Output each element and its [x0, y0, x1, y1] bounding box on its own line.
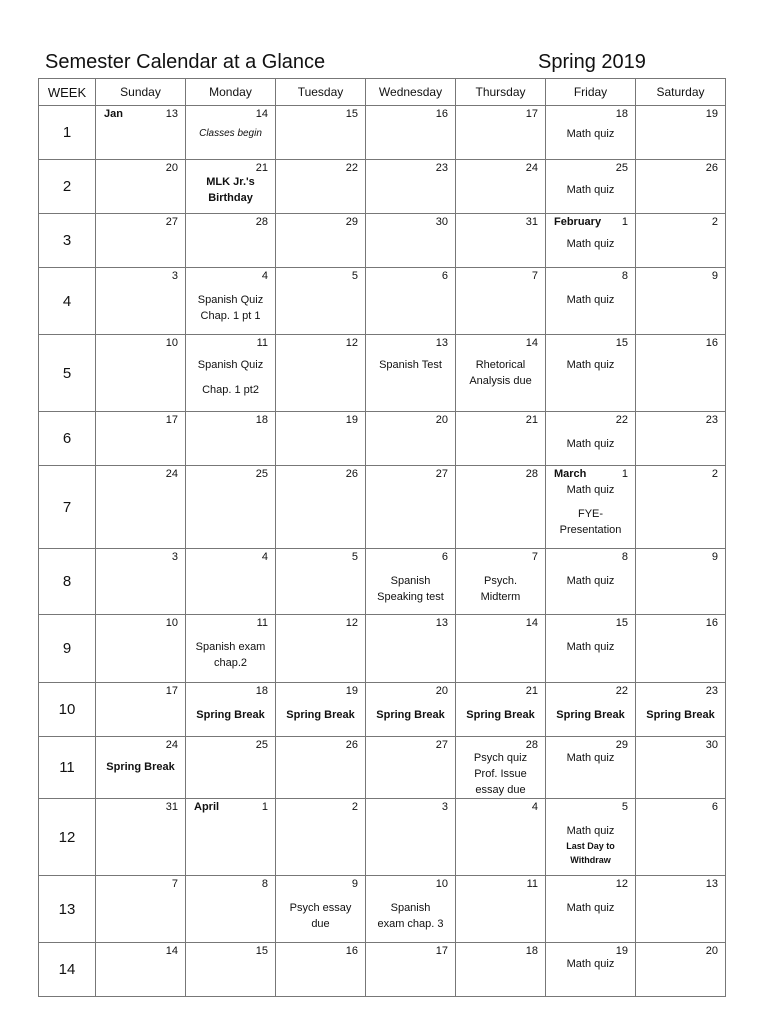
column-header-monday: Monday: [186, 79, 276, 106]
week-number: 6: [39, 412, 96, 466]
day-number: 23: [705, 414, 718, 426]
day-number: 9: [351, 878, 358, 890]
day-number: 17: [165, 685, 178, 697]
day-cell-thursday: [456, 335, 546, 412]
event-text: Spanish Quiz: [197, 359, 264, 371]
column-header-sunday: Sunday: [96, 79, 186, 106]
day-cell-wednesday: [366, 943, 456, 997]
day-number: 13: [705, 878, 718, 890]
day-number: 28: [525, 739, 538, 751]
event-text: Psych. Midterm: [480, 575, 521, 603]
day-cell-thursday: [456, 615, 546, 683]
day-cell-monday: [186, 214, 276, 268]
week-number: 5: [39, 335, 96, 412]
week-number: 2: [39, 160, 96, 214]
day-cell-tuesday: [276, 943, 366, 997]
day-number: 15: [345, 108, 358, 120]
week-number: 4: [39, 268, 96, 335]
day-cell-wednesday: [366, 737, 456, 799]
day-number: 19: [345, 685, 358, 697]
day-cell-friday: [546, 412, 636, 466]
week-row: [39, 683, 726, 737]
day-cell-monday: [186, 268, 276, 335]
day-number: 13: [165, 108, 178, 120]
week-row: [39, 335, 726, 412]
day-cell-thursday: [456, 412, 546, 466]
week-row: [39, 412, 726, 466]
week-row: [39, 737, 726, 799]
month-label: April: [194, 801, 220, 813]
semester-calendar-table: [38, 78, 726, 997]
week-number: 1: [39, 106, 96, 160]
day-number: 19: [705, 108, 718, 120]
day-cell-sunday: [96, 549, 186, 615]
day-number: 11: [256, 337, 268, 349]
day-number: 23: [705, 685, 718, 697]
day-number: 3: [171, 270, 178, 282]
day-number: 8: [621, 270, 628, 282]
day-number: 2: [351, 801, 358, 813]
day-cell-tuesday: [276, 683, 366, 737]
day-cell-wednesday: [366, 876, 456, 943]
week-number: 11: [39, 737, 96, 799]
day-number: 12: [345, 337, 358, 349]
week-number: 12: [39, 799, 96, 876]
day-number: 14: [165, 945, 178, 957]
week-row: [39, 549, 726, 615]
day-number: 27: [435, 739, 448, 751]
event-text: Math quiz: [566, 902, 615, 914]
day-cell-tuesday: [276, 335, 366, 412]
event-text: Spring Break: [556, 709, 625, 721]
day-cell-sunday: [96, 737, 186, 799]
day-cell-monday: [186, 683, 276, 737]
day-cell-friday: [546, 683, 636, 737]
day-cell-friday: [546, 106, 636, 160]
day-number: 22: [345, 162, 358, 174]
event-text: Spring Break: [196, 709, 265, 721]
day-cell-tuesday: [276, 615, 366, 683]
day-number: 20: [435, 685, 448, 697]
event-text: FYE- Presentation: [559, 508, 622, 536]
week-number: 13: [39, 876, 96, 943]
day-cell-wednesday: [366, 412, 456, 466]
day-cell-thursday: [456, 549, 546, 615]
day-number: 5: [351, 270, 358, 282]
day-number: 7: [531, 270, 538, 282]
day-number: 2: [711, 468, 718, 480]
day-number: 16: [345, 945, 358, 957]
day-number: 18: [255, 414, 268, 426]
day-cell-friday: [546, 943, 636, 997]
day-number: 20: [435, 414, 448, 426]
day-number: 16: [435, 108, 448, 120]
day-cell-tuesday: [276, 268, 366, 335]
day-number: 17: [435, 945, 448, 957]
day-number: 1: [621, 468, 628, 480]
day-number: 24: [165, 739, 178, 751]
event-text: Spanish Speaking test: [377, 575, 444, 603]
day-number: 17: [165, 414, 178, 426]
day-number: 12: [345, 617, 358, 629]
day-cell-saturday: [636, 943, 726, 997]
column-header-saturday: Saturday: [636, 79, 726, 106]
event-text: Spring Break: [286, 709, 355, 721]
day-number: 12: [615, 878, 628, 890]
event-text: Spanish Test: [379, 359, 442, 371]
day-cell-monday: [186, 943, 276, 997]
event-text: Last Day to Withdraw: [566, 841, 615, 865]
day-cell-wednesday: [366, 160, 456, 214]
day-number: 21: [525, 685, 538, 697]
day-number: 31: [165, 801, 178, 813]
day-cell-tuesday: [276, 214, 366, 268]
event-text: Psych quiz Prof. Issue essay due: [473, 752, 528, 796]
week-row: [39, 214, 726, 268]
day-number: 22: [615, 685, 628, 697]
event-text: Math quiz: [566, 575, 615, 587]
day-cell-saturday: [636, 214, 726, 268]
day-cell-wednesday: [366, 214, 456, 268]
day-cell-sunday: [96, 876, 186, 943]
day-number: 22: [615, 414, 628, 426]
column-header-week: WEEK: [39, 79, 96, 106]
day-number: 14: [525, 617, 538, 629]
day-number: 4: [261, 551, 268, 563]
day-number: 6: [441, 551, 448, 563]
day-number: 15: [255, 945, 268, 957]
event-text: Math quiz: [566, 238, 615, 250]
day-cell-sunday: [96, 615, 186, 683]
day-cell-tuesday: [276, 160, 366, 214]
day-number: 21: [255, 162, 268, 174]
day-cell-monday: [186, 412, 276, 466]
day-cell-friday: [546, 615, 636, 683]
event-text: Spanish exam chap.2: [195, 641, 266, 669]
day-cell-wednesday: [366, 683, 456, 737]
day-cell-sunday: [96, 412, 186, 466]
event-text: Math quiz: [566, 825, 615, 837]
event-text: Psych essay due: [289, 902, 352, 930]
day-number: 30: [705, 739, 718, 751]
day-number: 24: [165, 468, 178, 480]
day-number: 3: [171, 551, 178, 563]
event-text: Spring Break: [466, 709, 535, 721]
day-cell-saturday: [636, 549, 726, 615]
day-cell-thursday: [456, 683, 546, 737]
day-number: 15: [615, 617, 628, 629]
column-header-wednesday: Wednesday: [366, 79, 456, 106]
day-cell-wednesday: [366, 615, 456, 683]
day-number: 2: [711, 216, 718, 228]
week-number: 9: [39, 615, 96, 683]
day-cell-friday: [546, 160, 636, 214]
day-cell-saturday: [636, 737, 726, 799]
month-label: February: [554, 216, 602, 228]
day-number: 18: [255, 685, 268, 697]
day-number: 10: [435, 878, 448, 890]
day-number: 3: [441, 801, 448, 813]
day-cell-tuesday: [276, 466, 366, 549]
day-cell-friday: [546, 335, 636, 412]
day-cell-monday: [186, 106, 276, 160]
event-text: Chap. 1 pt2: [202, 384, 259, 396]
day-cell-thursday: [456, 106, 546, 160]
day-number: 13: [435, 337, 448, 349]
day-cell-monday: [186, 466, 276, 549]
day-number: 21: [525, 414, 538, 426]
day-cell-tuesday: [276, 876, 366, 943]
event-text: Rhetorical Analysis due: [469, 359, 532, 387]
day-cell-friday: [546, 799, 636, 876]
event-text: MLK Jr.'s Birthday: [206, 176, 255, 204]
day-cell-friday: [546, 876, 636, 943]
day-cell-thursday: [456, 160, 546, 214]
event-text: Math quiz: [566, 484, 615, 496]
day-number: 27: [435, 468, 448, 480]
day-number: 5: [351, 551, 358, 563]
day-cell-saturday: [636, 335, 726, 412]
day-cell-thursday: [456, 737, 546, 799]
day-number: 8: [261, 878, 268, 890]
day-number: 9: [711, 270, 718, 282]
day-number: 14: [255, 108, 268, 120]
week-row: [39, 615, 726, 683]
day-cell-sunday: [96, 799, 186, 876]
day-cell-thursday: [456, 799, 546, 876]
week-number: 3: [39, 214, 96, 268]
day-number: 13: [435, 617, 448, 629]
day-cell-friday: [546, 466, 636, 549]
day-cell-sunday: [96, 214, 186, 268]
day-number: 7: [171, 878, 178, 890]
day-cell-wednesday: [366, 799, 456, 876]
day-cell-sunday: [96, 106, 186, 160]
event-text: Classes begin: [199, 128, 262, 139]
day-cell-sunday: [96, 160, 186, 214]
event-text: Spanish exam chap. 3: [377, 902, 444, 930]
day-cell-sunday: [96, 466, 186, 549]
day-cell-saturday: [636, 160, 726, 214]
day-number: 27: [165, 216, 178, 228]
column-header-thursday: Thursday: [456, 79, 546, 106]
day-cell-saturday: [636, 876, 726, 943]
column-header-friday: Friday: [546, 79, 636, 106]
day-cell-monday: [186, 615, 276, 683]
event-text: Math quiz: [566, 128, 615, 140]
day-number: 7: [531, 551, 538, 563]
day-number: 25: [615, 162, 628, 174]
day-number: 6: [711, 801, 718, 813]
day-number: 29: [615, 739, 628, 751]
day-number: 4: [531, 801, 538, 813]
day-cell-saturday: [636, 106, 726, 160]
day-number: 16: [705, 617, 718, 629]
day-number: 17: [525, 108, 538, 120]
day-number: 1: [261, 801, 268, 813]
header-row: [39, 79, 726, 106]
event-text: Spring Break: [376, 709, 445, 721]
event-text: Math quiz: [566, 641, 615, 653]
day-cell-saturday: [636, 615, 726, 683]
event-text: Math quiz: [566, 184, 615, 196]
column-header-tuesday: Tuesday: [276, 79, 366, 106]
week-number: 14: [39, 943, 96, 997]
day-cell-saturday: [636, 412, 726, 466]
event-text: Spring Break: [646, 709, 715, 721]
day-cell-wednesday: [366, 335, 456, 412]
week-number: 8: [39, 549, 96, 615]
week-row: [39, 268, 726, 335]
day-number: 11: [526, 878, 538, 890]
day-number: 9: [711, 551, 718, 563]
day-cell-thursday: [456, 214, 546, 268]
day-cell-monday: [186, 876, 276, 943]
day-cell-thursday: [456, 268, 546, 335]
day-cell-tuesday: [276, 106, 366, 160]
day-number: 28: [255, 216, 268, 228]
day-number: 15: [615, 337, 628, 349]
day-cell-thursday: [456, 876, 546, 943]
day-cell-sunday: [96, 268, 186, 335]
day-cell-friday: [546, 549, 636, 615]
day-number: 18: [615, 108, 628, 120]
day-cell-monday: [186, 160, 276, 214]
day-cell-monday: [186, 549, 276, 615]
day-cell-tuesday: [276, 737, 366, 799]
day-number: 19: [345, 414, 358, 426]
day-cell-wednesday: [366, 268, 456, 335]
page-title: Semester Calendar at a Glance: [45, 51, 326, 73]
day-number: 28: [525, 468, 538, 480]
event-text: Spring Break: [106, 761, 175, 773]
day-number: 26: [705, 162, 718, 174]
day-cell-wednesday: [366, 466, 456, 549]
day-cell-wednesday: [366, 549, 456, 615]
day-number: 25: [255, 468, 268, 480]
day-number: 20: [165, 162, 178, 174]
day-cell-wednesday: [366, 106, 456, 160]
week-row: [39, 876, 726, 943]
day-cell-monday: [186, 335, 276, 412]
day-number: 11: [256, 617, 268, 629]
day-cell-friday: [546, 214, 636, 268]
event-text: Math quiz: [566, 438, 615, 450]
day-cell-saturday: [636, 268, 726, 335]
day-number: 20: [705, 945, 718, 957]
day-cell-friday: [546, 737, 636, 799]
day-cell-saturday: [636, 799, 726, 876]
day-number: 14: [525, 337, 538, 349]
day-cell-monday: [186, 799, 276, 876]
day-cell-tuesday: [276, 412, 366, 466]
day-cell-tuesday: [276, 799, 366, 876]
day-cell-sunday: [96, 335, 186, 412]
day-number: 6: [441, 270, 448, 282]
day-number: 26: [345, 739, 358, 751]
day-cell-thursday: [456, 466, 546, 549]
day-number: 10: [165, 337, 178, 349]
month-label: March: [554, 468, 587, 480]
month-label: Jan: [104, 108, 123, 120]
day-number: 19: [615, 945, 628, 957]
day-number: 16: [705, 337, 718, 349]
event-text: Math quiz: [566, 294, 615, 306]
day-number: 31: [525, 216, 538, 228]
day-cell-sunday: [96, 943, 186, 997]
event-text: Spanish Quiz Chap. 1 pt 1: [197, 294, 264, 322]
day-cell-tuesday: [276, 549, 366, 615]
day-number: 18: [525, 945, 538, 957]
day-cell-sunday: [96, 683, 186, 737]
day-cell-monday: [186, 737, 276, 799]
day-number: 1: [621, 216, 628, 228]
day-cell-friday: [546, 268, 636, 335]
day-number: 26: [345, 468, 358, 480]
week-row: [39, 943, 726, 997]
week-row: [39, 466, 726, 549]
week-number: 10: [39, 683, 96, 737]
day-number: 5: [621, 801, 628, 813]
day-number: 25: [255, 739, 268, 751]
day-cell-thursday: [456, 943, 546, 997]
event-text: Math quiz: [566, 359, 615, 371]
day-number: 10: [165, 617, 178, 629]
day-number: 29: [345, 216, 358, 228]
day-cell-saturday: [636, 683, 726, 737]
week-number: 7: [39, 466, 96, 549]
event-text: Math quiz: [566, 752, 615, 764]
week-row: [39, 106, 726, 160]
week-row: [39, 799, 726, 876]
day-number: 30: [435, 216, 448, 228]
day-number: 23: [435, 162, 448, 174]
day-number: 24: [525, 162, 538, 174]
term-label: Spring 2019: [538, 51, 646, 73]
day-number: 8: [621, 551, 628, 563]
day-cell-saturday: [636, 466, 726, 549]
event-text: Math quiz: [566, 958, 615, 970]
day-number: 4: [261, 270, 268, 282]
week-row: [39, 160, 726, 214]
